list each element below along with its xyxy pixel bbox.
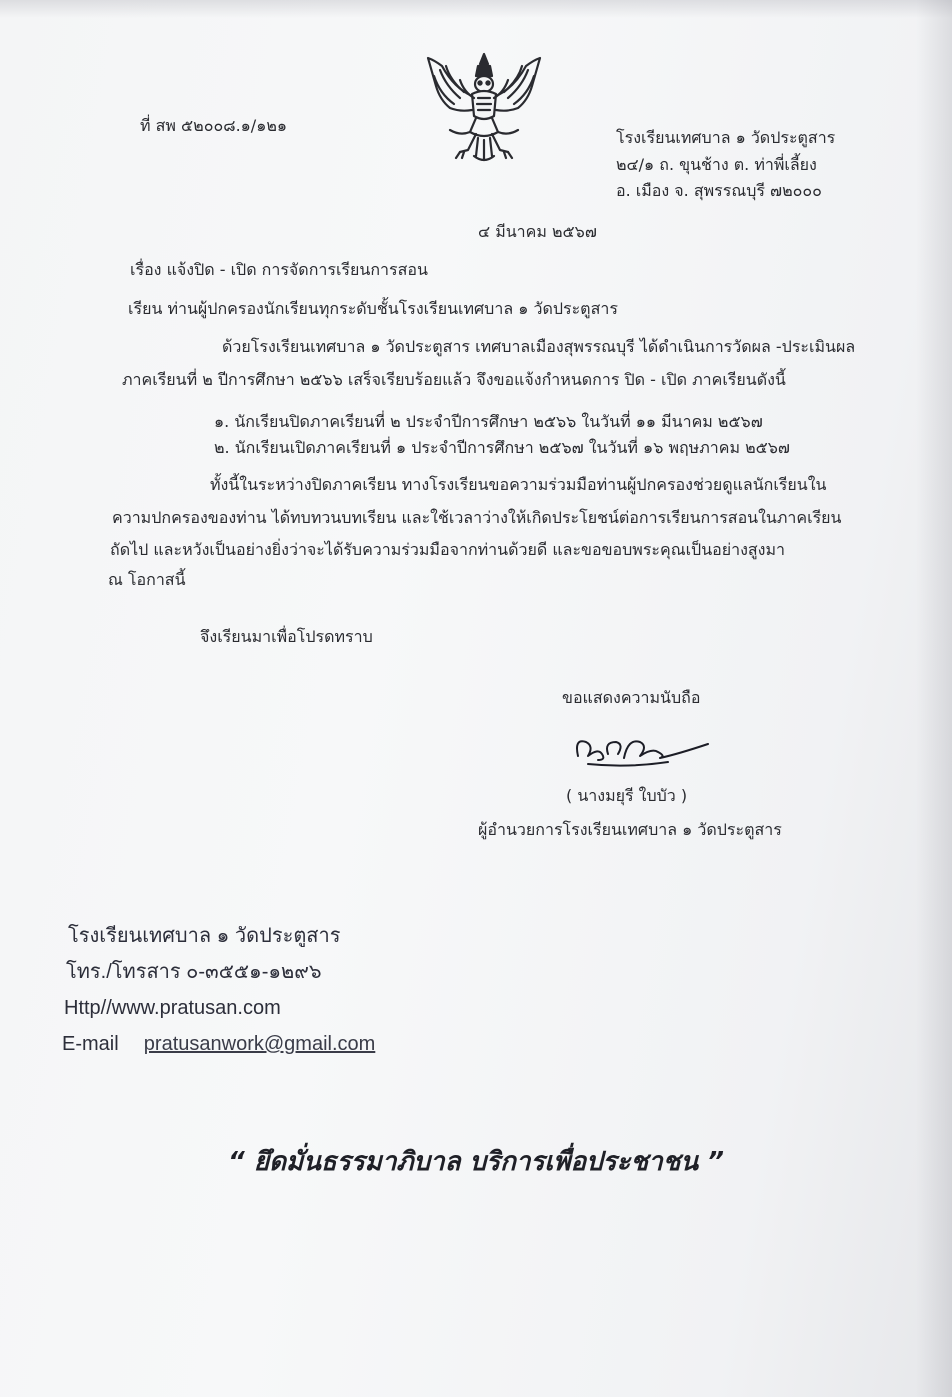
page-shadow-right (916, 0, 952, 1397)
paragraph-2-line-2: ความปกครองของท่าน ได้ทบทวนบทเรียน และใช้เวลาว่างให้เกิดประโยชน์ต่อการเรียนการสอนในภาคเรียน (112, 508, 842, 527)
letter-salutation: เรียน ท่านผู้ปกครองนักเรียนทุกระดับชั้นโรงเรียนเทศบาล ๑ วัดประตูสาร (128, 299, 618, 318)
signer-name: ( นางมยุรี ใบบัว ) (566, 786, 688, 805)
footer-email-row (62, 1032, 375, 1056)
paragraph-2-line-1: ทั้งนี้ในระหว่างปิดภาคเรียน ทางโรงเรียนขอความร่วมมือท่านผู้ปกครองช่วยดูแลนักเรียนใน (210, 475, 827, 494)
paragraph-1-line-1: ด้วยโรงเรียนเทศบาล ๑ วัดประตูสาร เทศบาลเมืองสุพรรณบุรี ได้ดำเนินการวัดผล -ประเมินผล (222, 337, 856, 356)
paragraph-2-line-4: ณ โอกาสนี้ (108, 570, 186, 589)
footer-phone: โทร./โทรสาร ๐-๓๕๕๑-๑๒๙๖ (66, 961, 322, 983)
schedule-item-1: ๑. นักเรียนปิดภาคเรียนที่ ๒ ประจำปีการศึกษา ๒๕๖๖ ในวันที่ ๑๑ มีนาคม ๒๕๖๗ (214, 412, 763, 431)
closing-line: จึงเรียนมาเพื่อโปรดทราบ (200, 627, 373, 646)
footer-email-label: E-mail (62, 1033, 119, 1055)
paragraph-2-line-3: ถัดไป และหวังเป็นอย่างยิ่งว่าจะได้รับความร่วมมือจากท่านด้วยดี และขอขอบพระคุณเป็นอย่างสูงมา (110, 540, 786, 559)
sender-address-line-3: อ. เมือง จ. สุพรรณบุรี ๗๒๐๐๐ (616, 181, 822, 200)
footer-website: Http//www.pratusan.com (64, 997, 281, 1019)
sign-off: ขอแสดงความนับถือ (562, 688, 701, 707)
garuda-emblem-icon (420, 52, 548, 164)
schedule-item-2: ๒. นักเรียนเปิดภาคเรียนที่ ๑ ประจำปีการศึกษา ๒๕๖๗ ในวันที่ ๑๖ พฤษภาคม ๒๕๖๗ (214, 438, 790, 457)
reference-number: ที่ สพ ๕๒๐๐๘.๑/๑๒๑ (140, 116, 288, 135)
paragraph-1-line-2: ภาคเรียนที่ ๒ ปีการศึกษา ๒๕๖๖ เสร็จเรียบร้อยแล้ว จึงขอแจ้งกำหนดการ ปิด - เปิด ภาคเรียนดังนี้ (122, 370, 786, 389)
school-motto: “ ยึดมั่นธรรมาภิบาล บริการเพื่อประชาชน ” (228, 1147, 724, 1177)
letter-date: ๔ มีนาคม ๒๕๖๗ (478, 222, 597, 241)
page-shadow-top (0, 0, 952, 18)
letter-subject: เรื่อง แจ้งปิด - เปิด การจัดการเรียนการสอน (130, 260, 428, 279)
footer-email-link[interactable]: pratusanwork@gmail.com (143, 1033, 376, 1055)
sender-address-line-2: ๒๔/๑ ถ. ขุนช้าง ต. ท่าพี่เลี้ยง (616, 155, 817, 174)
signer-title: ผู้อำนวยการโรงเรียนเทศบาล ๑ วัดประตูสาร (478, 820, 782, 839)
sender-address-line-1: โรงเรียนเทศบาล ๑ วัดประตูสาร (616, 128, 836, 147)
handwritten-signature (568, 724, 718, 774)
footer-school-name: โรงเรียนเทศบาล ๑ วัดประตูสาร (68, 925, 341, 947)
